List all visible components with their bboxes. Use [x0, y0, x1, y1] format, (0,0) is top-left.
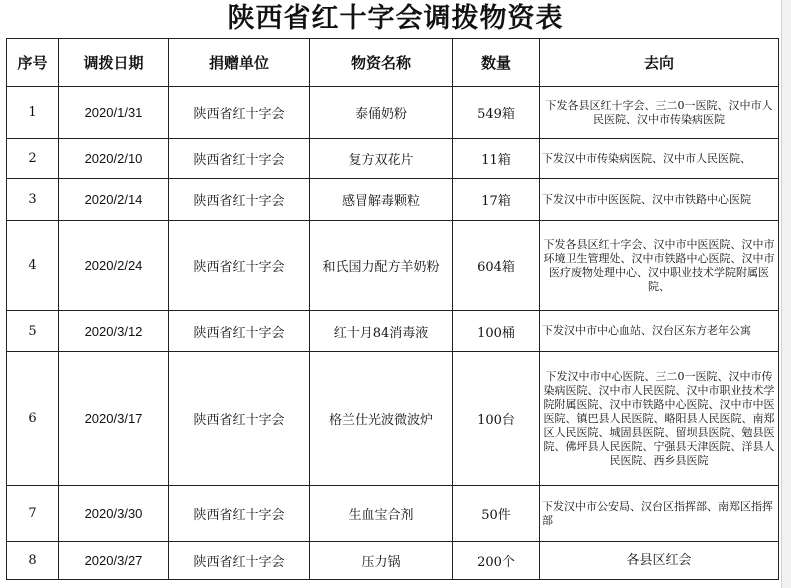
- sheet-edge: [781, 0, 791, 588]
- cell-no: 3: [7, 179, 59, 221]
- table-row: [7, 542, 779, 580]
- cell-qty: 100桶: [453, 311, 540, 352]
- cell-dest: 各县区红会: [540, 542, 779, 580]
- cell-unit: 陕西省红十字会: [169, 221, 310, 311]
- cell-dest: 下发汉中市中心医院、三二0一医院、汉中市传染病医院、汉中市人民医院、汉中市职业技术学院附属医院、汉中市铁路中心医院、汉中市中医医院、镇巴县人民医院、略阳县人民医院、南郑区人民医院、城固县医院、留坝县医院、勉县医院、佛坪县人民医院、宁强县天津医院、洋县人民医院、西乡县医院: [540, 352, 779, 486]
- cell-item: 感冒解毒颗粒: [310, 179, 453, 221]
- header-unit: 捐赠单位: [169, 39, 310, 87]
- header-row: [7, 39, 779, 87]
- table-row: [7, 139, 779, 179]
- cell-unit: 陕西省红十字会: [169, 542, 310, 580]
- header-qty: 数量: [453, 39, 540, 87]
- cell-no: 5: [7, 311, 59, 352]
- cell-item: 压力锅: [310, 542, 453, 580]
- cell-dest: 下发汉中市公安局、汉台区指挥部、南郑区指挥部: [540, 486, 779, 542]
- page-title: 陕西省红十字会调拨物资表: [227, 3, 564, 34]
- table-row: [7, 352, 779, 486]
- cell-dest: 下发汉中市中心血站、汉台区东方老年公寓: [540, 311, 779, 352]
- cell-dest: 下发汉中市中医医院、汉中市铁路中心医院: [540, 179, 779, 221]
- cell-unit: 陕西省红十字会: [169, 139, 310, 179]
- cell-qty: 50件: [453, 486, 540, 542]
- cell-date: 2020/1/31: [59, 87, 169, 139]
- cell-no: 2: [7, 139, 59, 179]
- header-no: 序号: [7, 39, 59, 87]
- cell-unit: 陕西省红十字会: [169, 179, 310, 221]
- cell-item: 红十月84消毒液: [310, 311, 453, 352]
- cell-date: 2020/3/17: [59, 352, 169, 486]
- cell-unit: 陕西省红十字会: [169, 352, 310, 486]
- cell-dest: 下发各县区红十字会、汉中市中医医院、汉中市环境卫生管理处、汉中市铁路中心医院、汉中市医疗废物处理中心、汉中职业技术学院附属医院、: [540, 221, 779, 311]
- cell-dest: 下发各县区红十字会、三二0一医院、汉中市人民医院、汉中市传染病医院: [540, 87, 779, 139]
- cell-date: 2020/3/27: [59, 542, 169, 580]
- cell-qty: 604箱: [453, 221, 540, 311]
- cell-no: 8: [7, 542, 59, 580]
- cell-unit: 陕西省红十字会: [169, 486, 310, 542]
- cell-no: 4: [7, 221, 59, 311]
- cell-no: 1: [7, 87, 59, 139]
- allocation-table: [6, 38, 779, 580]
- table-row: [7, 221, 779, 311]
- cell-date: 2020/3/12: [59, 311, 169, 352]
- table-row: [7, 311, 779, 352]
- cell-qty: 100台: [453, 352, 540, 486]
- cell-date: 2020/2/10: [59, 139, 169, 179]
- cell-no: 7: [7, 486, 59, 542]
- cell-item: 格兰仕光波微波炉: [310, 352, 453, 486]
- header-date: 调拨日期: [59, 39, 169, 87]
- cell-qty: 11箱: [453, 139, 540, 179]
- header-item: 物资名称: [310, 39, 453, 87]
- cell-date: 2020/2/14: [59, 179, 169, 221]
- header-dest: 去向: [540, 39, 779, 87]
- table-row: [7, 486, 779, 542]
- cell-item: 复方双花片: [310, 139, 453, 179]
- table-row: [7, 87, 779, 139]
- cell-item: 和氏国力配方羊奶粉: [310, 221, 453, 311]
- cell-date: 2020/3/30: [59, 486, 169, 542]
- cell-qty: 17箱: [453, 179, 540, 221]
- cell-item: 生血宝合剂: [310, 486, 453, 542]
- cell-date: 2020/2/24: [59, 221, 169, 311]
- cell-item: 泰俑奶粉: [310, 87, 453, 139]
- cell-no: 6: [7, 352, 59, 486]
- cell-dest: 下发汉中市传染病医院、汉中市人民医院、: [540, 139, 779, 179]
- cell-qty: 200个: [453, 542, 540, 580]
- table-row: [7, 179, 779, 221]
- cell-unit: 陕西省红十字会: [169, 311, 310, 352]
- cell-unit: 陕西省红十字会: [169, 87, 310, 139]
- cell-qty: 549箱: [453, 87, 540, 139]
